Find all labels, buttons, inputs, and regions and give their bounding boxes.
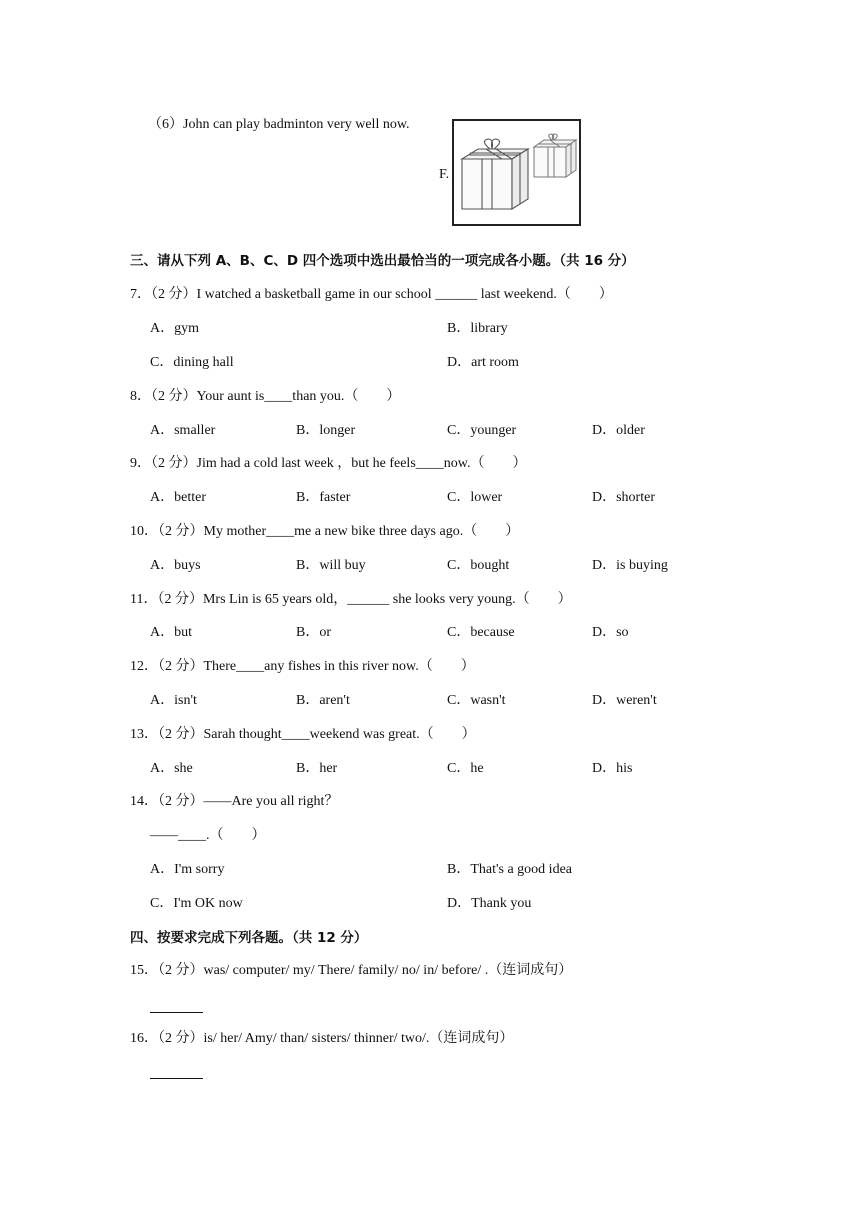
- q14-option-d[interactable]: D．Thank you: [447, 896, 532, 911]
- q8-option-c[interactable]: C．younger: [447, 423, 517, 438]
- figure-label-f: F.: [439, 167, 450, 182]
- q7-option-c[interactable]: C．dining hall: [150, 355, 234, 370]
- q8-option-b[interactable]: B．longer: [296, 423, 356, 438]
- q8-option-a[interactable]: A．smaller: [150, 423, 216, 438]
- question-13-stem: 13．（2 分）Sarah thought____weekend was great.（ ）: [130, 727, 476, 742]
- q9-option-d[interactable]: D．shorter: [592, 490, 655, 505]
- q11-option-a[interactable]: A．but: [150, 625, 192, 640]
- q12-option-d[interactable]: D．weren't: [592, 693, 657, 708]
- question-8-stem: 8．（2 分）Your aunt is____than you.（ ）: [130, 389, 401, 404]
- question-6-text: （6）John can play badminton very well now.: [148, 117, 410, 132]
- question-14-stem: 14．（2 分）——Are you all right？: [130, 794, 339, 809]
- q10-option-a[interactable]: A．buys: [150, 558, 201, 573]
- question-16-stem: 16．（2 分）is/ her/ Amy/ than/ sisters/ thinner/ two/.（连词成句）: [130, 1031, 514, 1046]
- q13-option-d[interactable]: D．his: [592, 761, 633, 776]
- q7-option-b[interactable]: B．library: [447, 321, 508, 336]
- question-15-answer-line[interactable]: [150, 1012, 203, 1013]
- q7-option-a[interactable]: A．gym: [150, 321, 199, 336]
- q14-option-a[interactable]: A．I'm sorry: [150, 862, 225, 877]
- q14-option-b[interactable]: B．That's a good idea: [447, 862, 572, 877]
- q9-option-a[interactable]: A．better: [150, 490, 206, 505]
- question-15-stem: 15．（2 分）was/ computer/ my/ There/ family/ no/ in/ before/ .（连词成句）: [130, 963, 573, 978]
- section-4-title: 四、按要求完成下列各题。（共 12 分）: [130, 930, 368, 946]
- q12-option-b[interactable]: B．aren't: [296, 693, 350, 708]
- q12-option-c[interactable]: C．wasn't: [447, 693, 506, 708]
- q11-option-b[interactable]: B．or: [296, 625, 331, 640]
- question-14-response: ——____.（ ）: [150, 828, 266, 843]
- q10-option-c[interactable]: C．bought: [447, 558, 510, 573]
- question-11-stem: 11．（2 分）Mrs Lin is 65 years old，______ she looks very young.（ ）: [130, 592, 572, 607]
- gift-boxes-icon: [454, 121, 579, 224]
- q10-option-b[interactable]: B．will buy: [296, 558, 366, 573]
- q7-option-d[interactable]: D．art room: [447, 355, 519, 370]
- question-9-stem: 9．（2 分）Jim had a cold last week ，but he feels____now.（ ）: [130, 456, 527, 471]
- q12-option-a[interactable]: A．isn't: [150, 693, 197, 708]
- question-10-stem: 10．（2 分）My mother____me a new bike three days ago.（ ）: [130, 524, 520, 539]
- q14-option-c[interactable]: C．I'm OK now: [150, 896, 243, 911]
- q13-option-c[interactable]: C．he: [447, 761, 484, 776]
- q8-option-d[interactable]: D．older: [592, 423, 645, 438]
- gift-boxes-figure: [452, 119, 581, 226]
- q9-option-c[interactable]: C．lower: [447, 490, 503, 505]
- q11-option-d[interactable]: D．so: [592, 625, 629, 640]
- question-7-stem: 7．（2 分）I watched a basketball game in our school ______ last weekend.（ ）: [130, 287, 613, 302]
- q9-option-b[interactable]: B．faster: [296, 490, 351, 505]
- q10-option-d[interactable]: D．is buying: [592, 558, 668, 573]
- section-3-title: 三、请从下列 A、B、C、D 四个选项中选出最恰当的一项完成各小题。（共 16 分）: [130, 253, 635, 269]
- question-12-stem: 12．（2 分）There____any fishes in this river now.（ ）: [130, 659, 475, 674]
- q13-option-a[interactable]: A．she: [150, 761, 193, 776]
- q13-option-b[interactable]: B．her: [296, 761, 338, 776]
- q11-option-c[interactable]: C．because: [447, 625, 515, 640]
- question-16-answer-line[interactable]: [150, 1078, 203, 1079]
